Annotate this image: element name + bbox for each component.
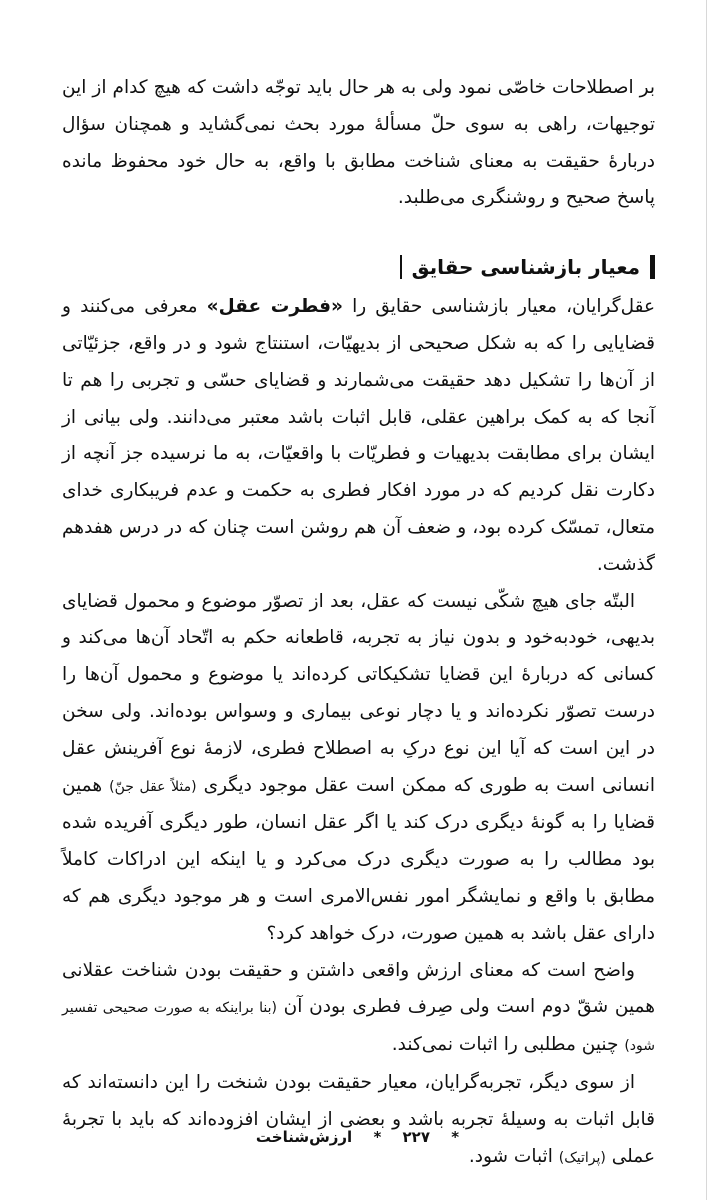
paragraph-4-text-b: چنین مطلبی را اثبات نمی‌کند.	[391, 1034, 625, 1056]
section-gap	[62, 217, 655, 245]
paragraph-4-note: (بنا براینکه به صورت صحیحی تفسیر شود)	[62, 1000, 655, 1055]
book-title: ارزش‌شناخت	[255, 1128, 353, 1146]
paragraph-3	[62, 584, 655, 953]
paragraph-5-note: (پراتیک)	[558, 1149, 606, 1166]
paragraph-5-text-b: اثبات شود.	[468, 1145, 559, 1167]
footer-star-right: *	[373, 1128, 382, 1146]
paragraph-2-text-b: معرفی می‌کنند و قضایایی را که به شکل صحیحی از بدیهیّات، استنتاج شود و در واقع، جزئیّاتی از آن‌ها را تشکیل دهد حقیقت می‌شمارند و قضایای حسّی و تجربی را هم تا آنجا که به کمک براهین عقلی، قابل اثبات باشد معتبر می‌دانند. ولی بیانی از ایشان برای مطابقت بدیهیات و فطریّات با واقعیّات، به ما نرسیده جز آنچه از دکارت نقل کردیم که در مورد افکار فطری به حکمت و عدم فریبکاری خدای متعال، تمسّک کرده بود، و ضعف آن هم روشن است چنان که در درس هفدهم گذشت.	[62, 296, 655, 575]
paragraph-2-text-a: عقل‌گرایان، معیار بازشناسی حقایق را	[342, 296, 655, 318]
paragraph-4-text-a: واضح است که معنای ارزش واقعی داشتن و حقیقت بودن شناخت عقلانی همین شقّ دوم است ولی صِرف فطری بودن آن	[62, 959, 655, 1018]
paragraph-3-text-b: همین قضایا را به گونهٔ دیگری درک کند یا اگر عقل انسان، طور دیگری آفریده شده بود مطالب را به صورت دیگری درک می‌کرد و یا اینکه این ادراکات کاملاً مطابق با واقع و نمایشگر امور نفس‌الامری است و هر موجود دیگری هم که دارای عقل باشد به همین صورت، درک خواهد کرد؟	[62, 774, 655, 944]
paragraph-2	[62, 289, 655, 583]
paragraph-5-text-a: از سوی دیگر، تجربه‌گرایان، معیار حقیقت بودن شنخت را این دانسته‌اند که قابل اثبات به وسیلهٔ تجربه باشد و بعضی از ایشان افزوده‌اند که باید با تجربهٔ عملی	[62, 1071, 655, 1167]
section-heading	[62, 245, 655, 289]
page-footer	[0, 1128, 715, 1146]
paragraph-5	[62, 1065, 655, 1176]
heading-title: معیار بازشناسی حقایق	[411, 255, 640, 280]
paragraph-1: بر اصطلاحات خاصّی نمود ولی به هر حال باید توجّه داشت که هیچ کدام از این توجیهات، راهی به سوی حلّ مسألهٔ مورد بحث نمی‌گشاید و همچنان سؤال دربارهٔ حقیقت به معنای شناخت مطابق با واقع، به حال خود محفوظ مانده پاسخ صحیح و روشنگری می‌طلبد.	[62, 77, 655, 209]
heading-bar-thin	[400, 255, 402, 279]
paragraph-2-emphasis: «فطرت عقل»	[206, 296, 343, 318]
paragraph-3-note: (مثلاً عقل جنّ)	[109, 778, 197, 795]
paragraph-4	[62, 953, 655, 1065]
footer-star-left: *	[451, 1128, 460, 1146]
paragraph-3-text-a: البتّه جای هیچ شکّی نیست که عقل، بعد از تصوّر موضوع و محمول قضایای بدیهی، خودبه‌خود و بدون نیاز به تجربه، قاطعانه حکم به اتّحاد آن‌ها می‌کند و کسانی که دربارهٔ این قضایا تشکیکاتی کرده‌اند یا موضوع و محمول آن‌ها را درست تصوّر نکرده‌اند و یا دچار نوعی بیماری و وسواس بوده‌اند. ولی سخن در این است که آیا این نوع درکِ به اصطلاح فطری، لازمهٔ نوع آفرینش عقل انسانی است به طوری که ممکن است عقل موجود دیگری	[62, 590, 655, 796]
page-edge-line	[706, 0, 707, 1200]
heading-bar-thick	[650, 255, 655, 279]
page-number: ۲۲۷	[402, 1128, 430, 1146]
